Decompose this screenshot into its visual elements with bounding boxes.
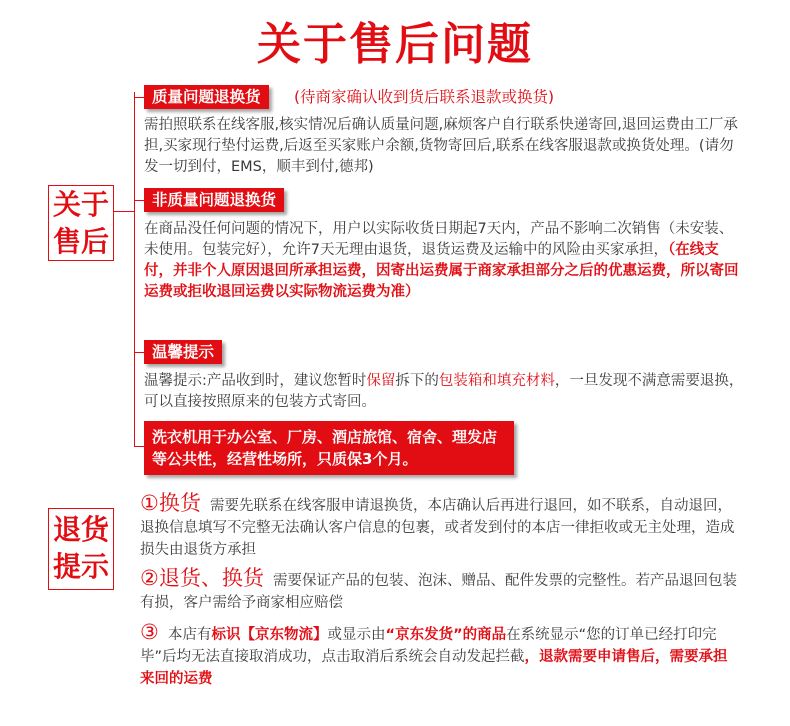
- tips-text-packaging: 包装箱和填充材料: [438, 373, 555, 389]
- return-item-3-heading: ③: [140, 620, 159, 644]
- section1-bracket-line: [134, 92, 135, 447]
- tips-text-1: 温馨提示:产品收到时，建议您暂时: [144, 373, 367, 389]
- return-item-2-text: 需要保证产品的包装、泡沫、赠品、配件发票的完整性。若产品退回包装有损，客户需给予商家相应赔偿: [140, 573, 738, 611]
- tick: [134, 446, 144, 447]
- return-item-3-refund-note: ，退款需要申请售后，需要承担来回的运费: [140, 649, 728, 687]
- tick: [134, 97, 144, 98]
- section2-side-label-line1: 退货: [52, 513, 109, 546]
- return-item-1: [140, 492, 740, 561]
- non-quality-return-tag: 非质量问题退换货: [144, 188, 284, 212]
- tips-text-3: 拆下的: [395, 373, 439, 389]
- tips-text-keep: 保留: [366, 373, 396, 389]
- section1-bracket-connector: [112, 211, 134, 212]
- tick: [134, 352, 144, 353]
- return-item-3-jd-shipping: “京东发货”的商品: [385, 627, 507, 643]
- tick: [134, 200, 144, 201]
- warranty-notice: 洗衣机用于办公室、厂房、酒店旅馆、宿舍、理发店等公共性，经营性场所，只质保3个月。: [144, 421, 514, 475]
- tips-text-5: ，一旦发现不满意需要退换，可以直接按照原来的包装方式寄回。: [144, 373, 744, 410]
- section1-side-label: [48, 185, 114, 261]
- return-item-3-jd-logistics: 标识【京东物流】: [211, 627, 328, 643]
- tips-tag: 温馨提示: [144, 340, 222, 364]
- return-item-2-heading: ②退货、换货: [140, 566, 264, 590]
- return-item-1-heading: ①换货: [140, 491, 201, 515]
- section2-side-label-line2: 提示: [52, 550, 109, 583]
- return-item-3-text-1: 本店有: [168, 627, 212, 643]
- return-item-2: [140, 567, 740, 614]
- non-quality-plain-text: 在商品没任何问题的情况下，用户以实际收货日期起7天内，产品不影响二次销售（未安装、未使用。包装完好），允许7天无理由退货，退货运费及运输中的风险由买家承担，: [144, 221, 734, 258]
- section1-side-label-line1: 关于: [52, 188, 109, 221]
- quality-return-note: (待商家确认收到货后联系退款或换货): [294, 88, 555, 106]
- non-quality-red-text: （在线支付，并非个人原因退回所承担运费，因寄出运费属于商家承担部分之后的优惠运费，所以寄回运费或拒收退回运费以实际物流运费为准）: [144, 242, 739, 300]
- return-item-1-text: 需要先联系在线客服申请退换货，本店确认后再进行退回，如不联系，自动退回，退换信息填写不完整无法确认客户信息的包裹，或者发到付的本店一律拒收或无主处理，造成损失由退货方承担: [140, 498, 735, 558]
- return-item-3: [140, 621, 740, 690]
- section1-side-label-line2: 售后: [52, 225, 109, 258]
- page-title: 关于售后问题: [257, 19, 533, 70]
- section2-side-label: [48, 508, 114, 590]
- quality-return-text: 需拍照联系在线客服,核实情况后确认质量问题,麻烦客户自行联系快递寄回,退回运费由工厂承担,买家现行垫付运费,后返至买家账户余额,货物寄回后,联系在线客服退款或换货处理。(请勿发一切到付，EMS，顺丰到付,德邦): [144, 117, 738, 175]
- non-quality-return-text: [144, 219, 744, 303]
- return-item-3-text-3: 或显示由: [327, 627, 386, 643]
- quality-return-tag: 质量问题退换货: [144, 85, 269, 109]
- return-item-3-text-5: 在系统显示“您的订单已经打印完毕”后均无法直接取消成功，点击取消后系统会自动发起拦截: [140, 627, 717, 665]
- tips-text: [144, 371, 744, 413]
